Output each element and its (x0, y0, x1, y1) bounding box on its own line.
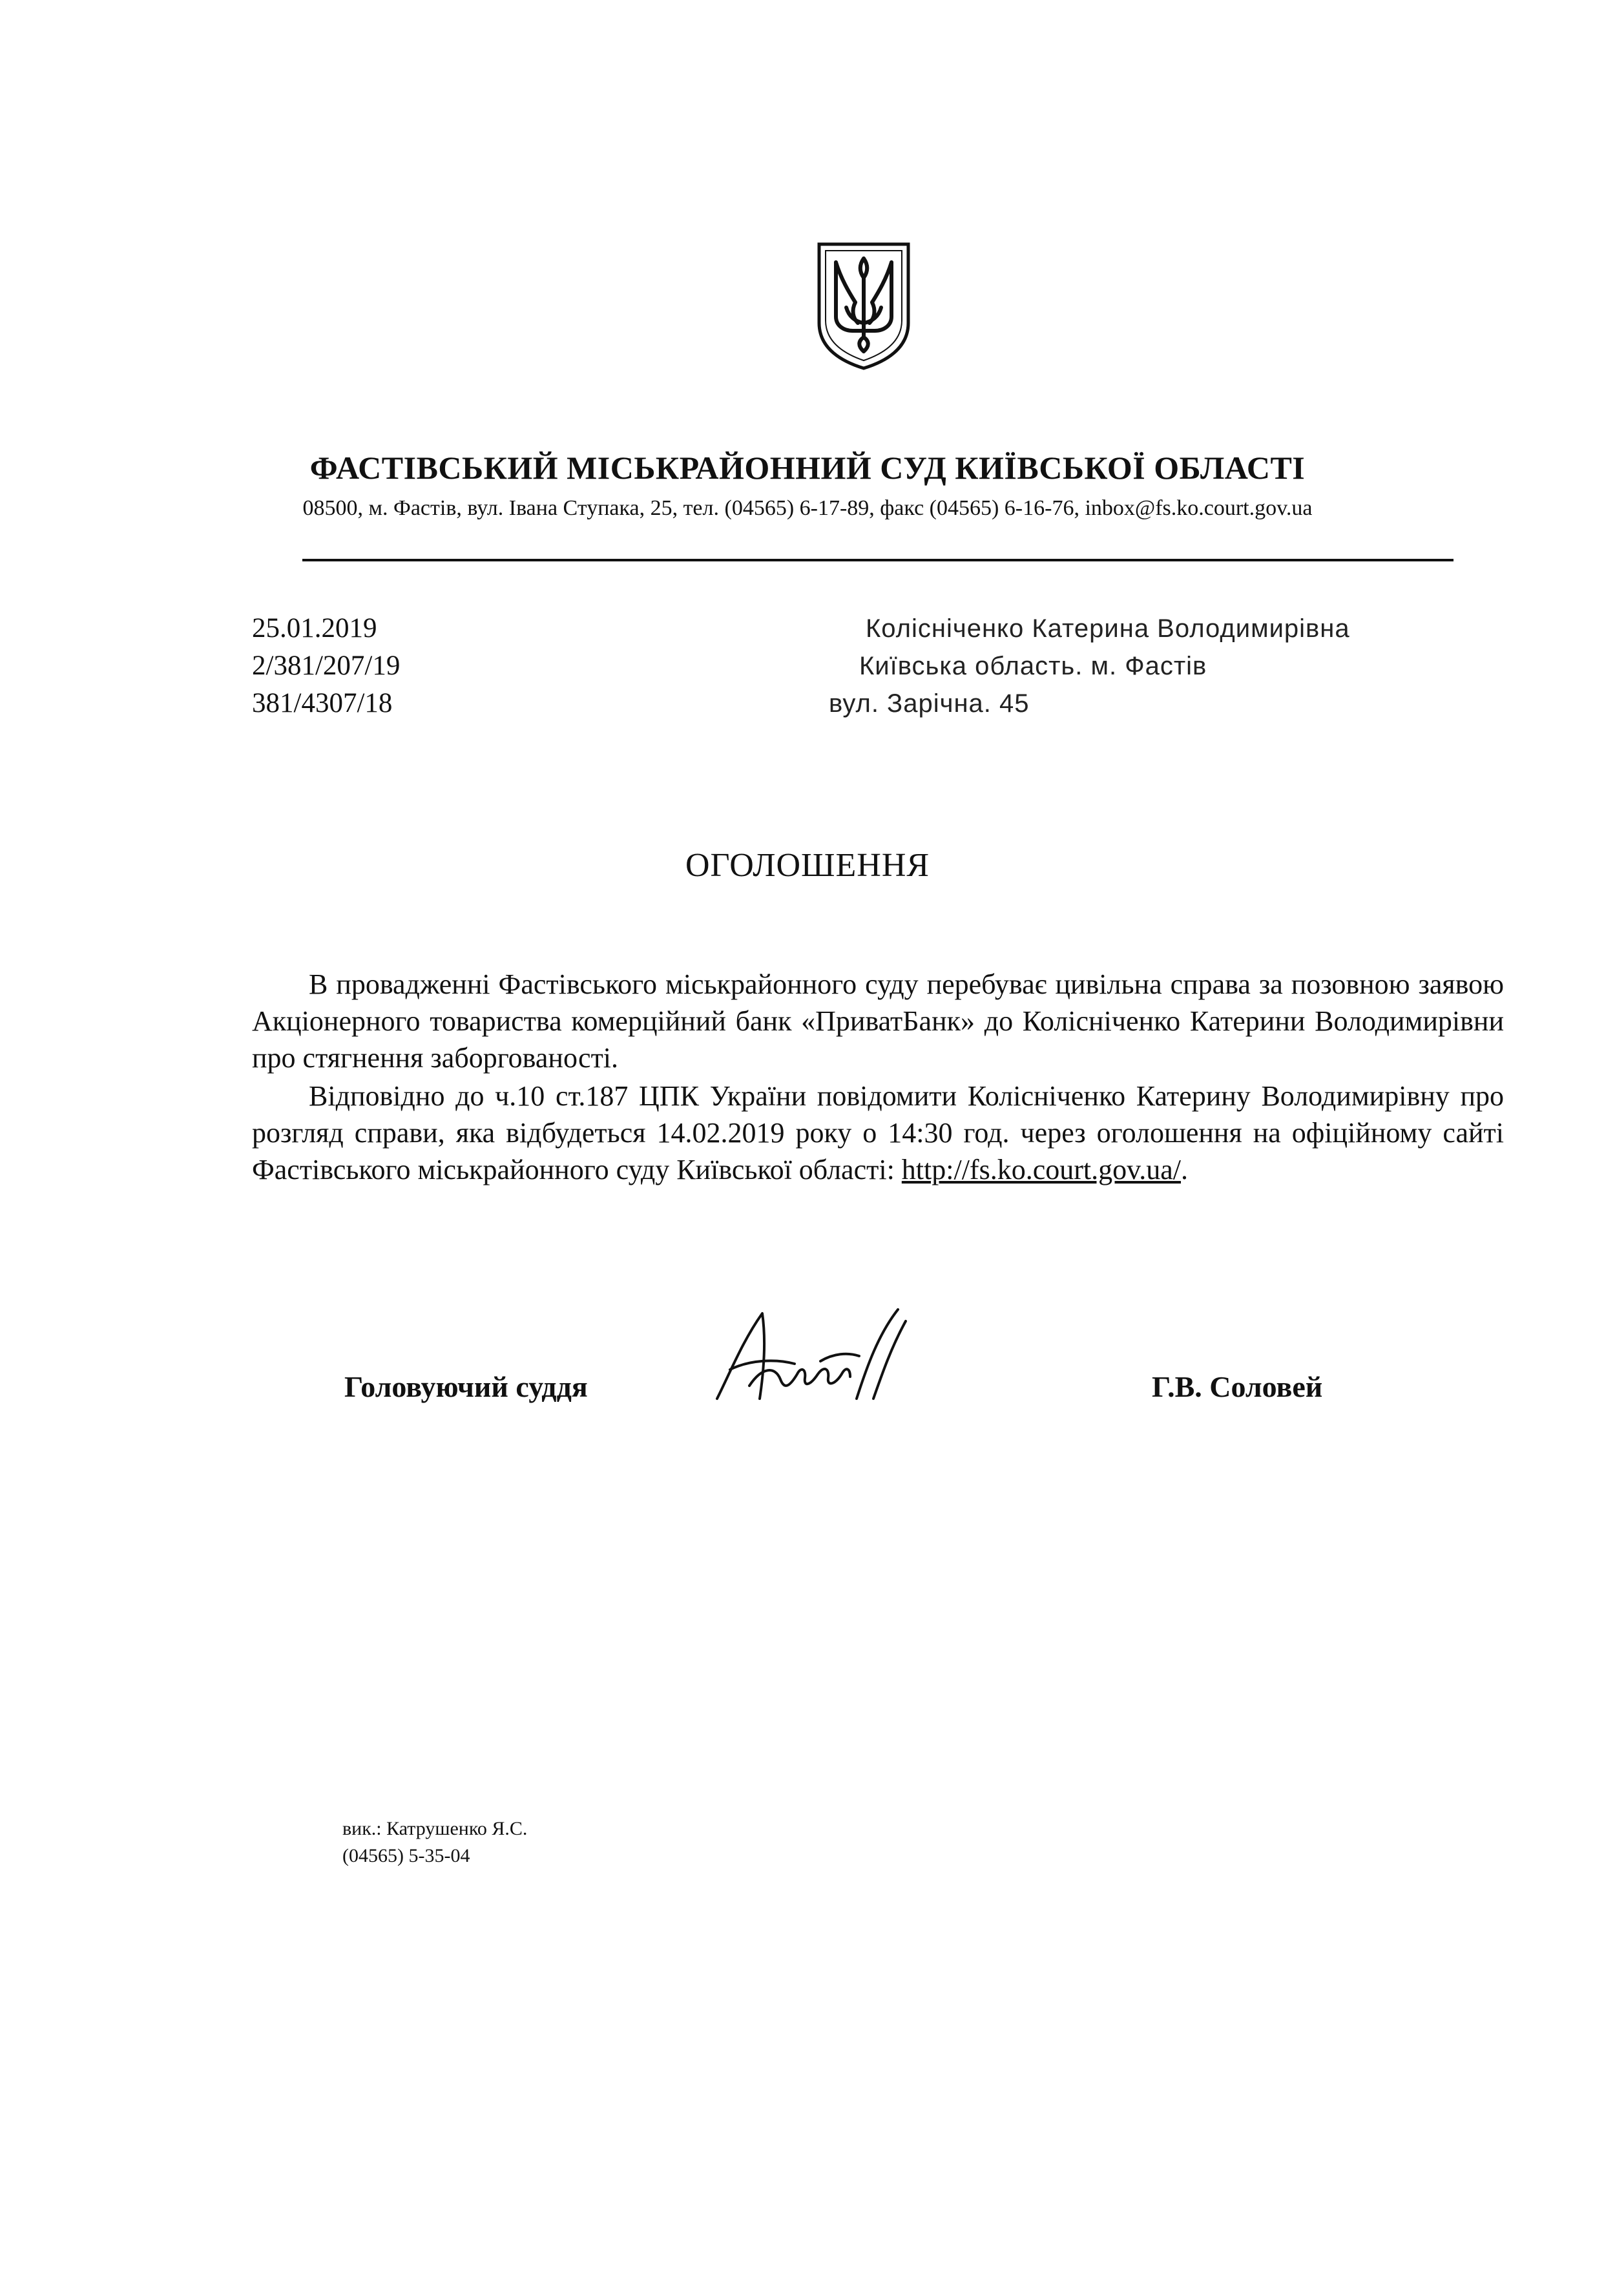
executor-name: вик.: Катрушенко Я.С. (342, 1818, 528, 1839)
recipient-name: Колісніченко Катерина Володимирівна (866, 614, 1350, 643)
notice-paragraph-2 (252, 1078, 1504, 1188)
header-divider (302, 559, 1454, 561)
court-address: 08500, м. Фастів, вул. Івана Ступака, 25, тел. (04565) 6-17-89, факс (04565) 6-16-76, inbox@fs.ko.court.gov.ua (302, 496, 1313, 520)
outgoing-number: 2/381/207/19 (252, 651, 401, 681)
executor-info (342, 1815, 527, 1870)
recipient-street: вул. Зарічна. 45 (829, 689, 1030, 718)
notice-title: ОГОЛОШЕННЯ (685, 847, 930, 884)
presiding-judge-title: Головуючий суддя (344, 1370, 588, 1403)
case-number: 381/4307/18 (252, 688, 393, 718)
notice-paragraph-2-end: . (1181, 1154, 1188, 1185)
notice-paragraph-1: В провадженні Фастівського міськрайонного суду перебуває цивільна справа за позовною заявою Акціонерного товариства комерційний банк «ПриватБанк» до Колісніченко Катерини Володимирівни про стягнення заборгованості. (252, 968, 1504, 1074)
judge-name: Г.В. Соловей (1152, 1370, 1323, 1403)
recipient-region: Київська область. м. Фастів (859, 652, 1207, 680)
executor-phone: (04565) 5-35-04 (342, 1845, 470, 1866)
trident-emblem-icon (815, 240, 912, 371)
handwritten-signature (704, 1302, 917, 1412)
court-website-link[interactable]: http://fs.ko.court.gov.ua/ (901, 1154, 1181, 1185)
notice-body (252, 966, 1504, 1188)
court-name: ФАСТІВСЬКИЙ МІСЬКРАЙОННИЙ СУД КИЇВСЬКОЇ ОБЛАСТІ (309, 450, 1306, 486)
letter-date: 25.01.2019 (252, 613, 377, 643)
notice-paragraph-2-text: Відповідно до ч.10 ст.187 ЦПК України повідомити Колісніченко Катерину Володимирівну про розгляд справи, яка відбудеться 14.02.2019 року о 14:30 год. через оголошення на офіційному сайті Фастівського міськрайонного суду Київської області: (252, 1080, 1504, 1185)
